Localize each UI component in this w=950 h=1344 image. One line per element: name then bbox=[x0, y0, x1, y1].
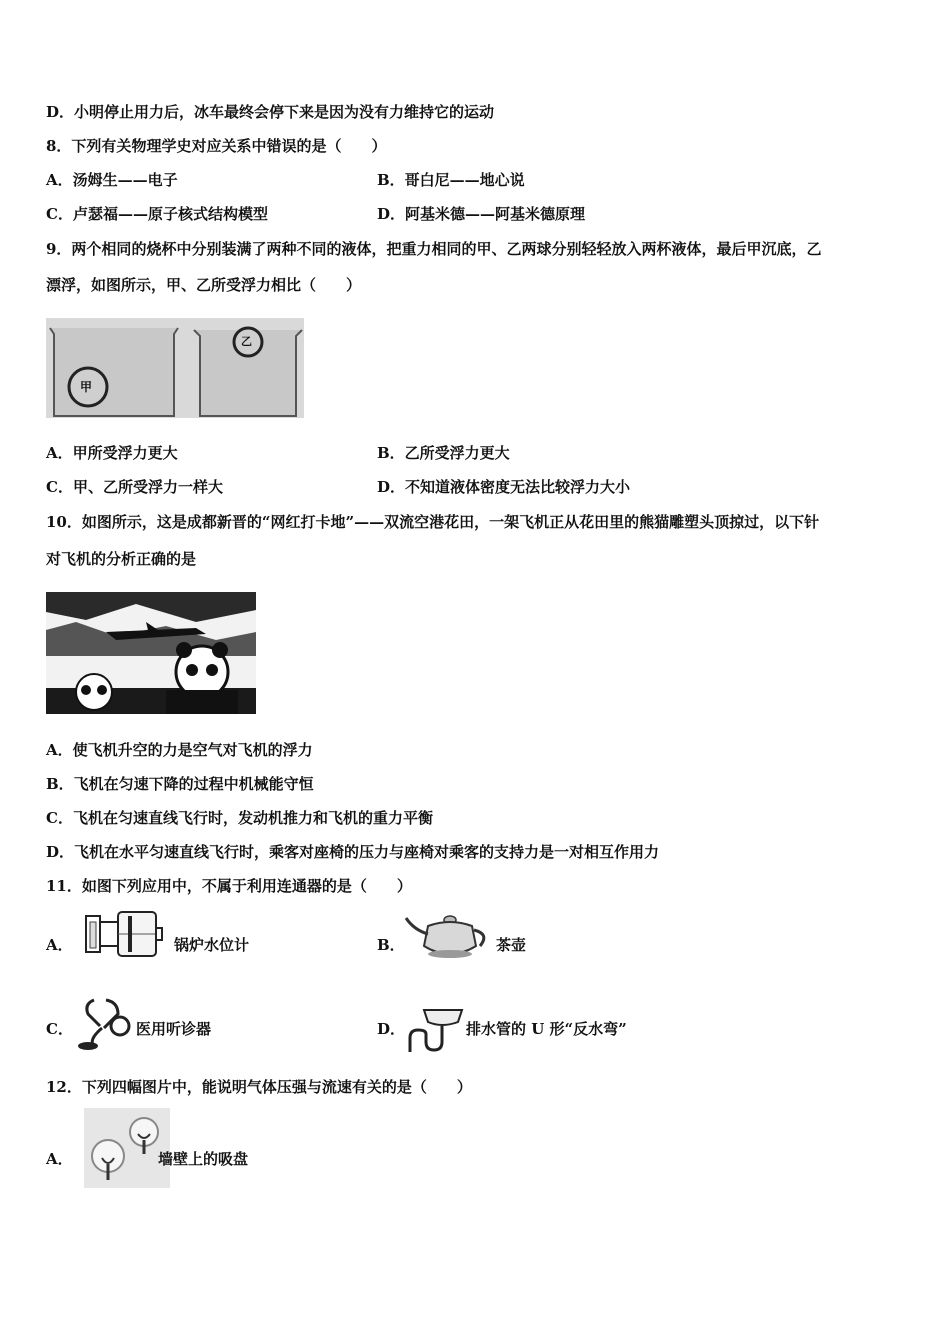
q11-stem: 11．如图下列应用中，不属于利用连通器的是（ ） bbox=[46, 877, 412, 895]
small-panda bbox=[76, 674, 112, 710]
q11-option-c-letter: C． bbox=[46, 1020, 73, 1038]
ball-yi-label: 乙 bbox=[241, 335, 252, 348]
q9-option-c: C．甲、乙所受浮力一样大 bbox=[46, 478, 223, 496]
q8-option-c: C．卢瑟福——原子核式结构模型 bbox=[46, 205, 268, 223]
q9-option-d: D．不知道液体密度无法比较浮力大小 bbox=[377, 478, 631, 496]
q9-beakers-figure bbox=[46, 318, 304, 418]
q11-option-b-text: 茶壶 bbox=[496, 936, 527, 954]
q11-option-d-text: 排水管的 U 形“反水弯” bbox=[466, 1020, 627, 1038]
q10-stem-line2: 对飞机的分析正确的是 bbox=[46, 550, 197, 568]
q10-panda-plane-photo bbox=[46, 592, 256, 714]
q8-option-a: A．汤姆生——电子 bbox=[46, 171, 178, 189]
beaker-left bbox=[50, 328, 178, 416]
teapot-figure bbox=[404, 910, 492, 964]
q9-stem-line1: 9．两个相同的烧杯中分别装满了两种不同的液体，把重力相同的甲、乙两球分别轻轻放入两杯液体，最后甲沉底，乙 bbox=[46, 240, 822, 258]
q9-option-a: A．甲所受浮力更大 bbox=[46, 444, 178, 462]
q12-option-a-letter: A． bbox=[46, 1150, 73, 1168]
sink-trap-figure bbox=[406, 1004, 466, 1054]
q8-option-b: B．哥白尼——地心说 bbox=[377, 171, 525, 189]
boiler-water-gauge-icon bbox=[84, 908, 164, 960]
q12-option-a-text: 墙壁上的吸盘 bbox=[158, 1150, 249, 1168]
u-trap-icon bbox=[406, 1004, 466, 1054]
q7-option-d: D．小明停止用力后，冰车最终会停下来是因为没有力维持它的运动 bbox=[46, 103, 495, 121]
suction-cups-figure bbox=[84, 1108, 170, 1188]
beakers-illustration bbox=[46, 318, 304, 418]
panda-plane-illustration bbox=[46, 592, 256, 714]
q10-option-a: A．使飞机升空的力是空气对飞机的浮力 bbox=[46, 741, 313, 759]
boiler-gauge-figure bbox=[84, 908, 164, 960]
q9-stem-line2: 漂浮，如图所示，甲、乙所受浮力相比（ ） bbox=[46, 276, 362, 294]
q10-option-d: D．飞机在水平匀速直线飞行时，乘客对座椅的压力与座椅对乘客的支持力是一对相互作用力 bbox=[46, 843, 660, 861]
q9-option-b: B．乙所受浮力更大 bbox=[377, 444, 510, 462]
q11-option-d-letter: D． bbox=[377, 1020, 406, 1038]
q10-option-c: C．飞机在匀速直线飞行时，发动机推力和飞机的重力平衡 bbox=[46, 809, 433, 827]
q12-stem: 12．下列四幅图片中，能说明气体压强与流速有关的是（ ） bbox=[46, 1078, 472, 1096]
teapot-icon bbox=[404, 910, 492, 964]
q11-option-c-text: 医用听诊器 bbox=[136, 1020, 212, 1038]
ball-jia-label: 甲 bbox=[80, 380, 93, 394]
q10-option-b: B．飞机在匀速下降的过程中机械能守恒 bbox=[46, 775, 314, 793]
stethoscope-icon bbox=[74, 996, 136, 1052]
q8-stem: 8．下列有关物理学史对应关系中错误的是（ ） bbox=[46, 137, 387, 155]
q10-stem-line1: 10．如图所示，这是成都新晋的“网红打卡地”——双流空港花田，一架飞机正从花田里的熊猫雕塑头顶掠过，以下针 bbox=[46, 513, 820, 531]
suction-cup-icon bbox=[84, 1108, 170, 1188]
q8-option-d: D．阿基米德——阿基米德原理 bbox=[377, 205, 586, 223]
q11-option-b-letter: B． bbox=[377, 936, 405, 954]
q11-option-a-text: 锅炉水位计 bbox=[174, 936, 250, 954]
stethoscope-figure bbox=[74, 996, 136, 1052]
q11-option-a-letter: A． bbox=[46, 936, 73, 954]
